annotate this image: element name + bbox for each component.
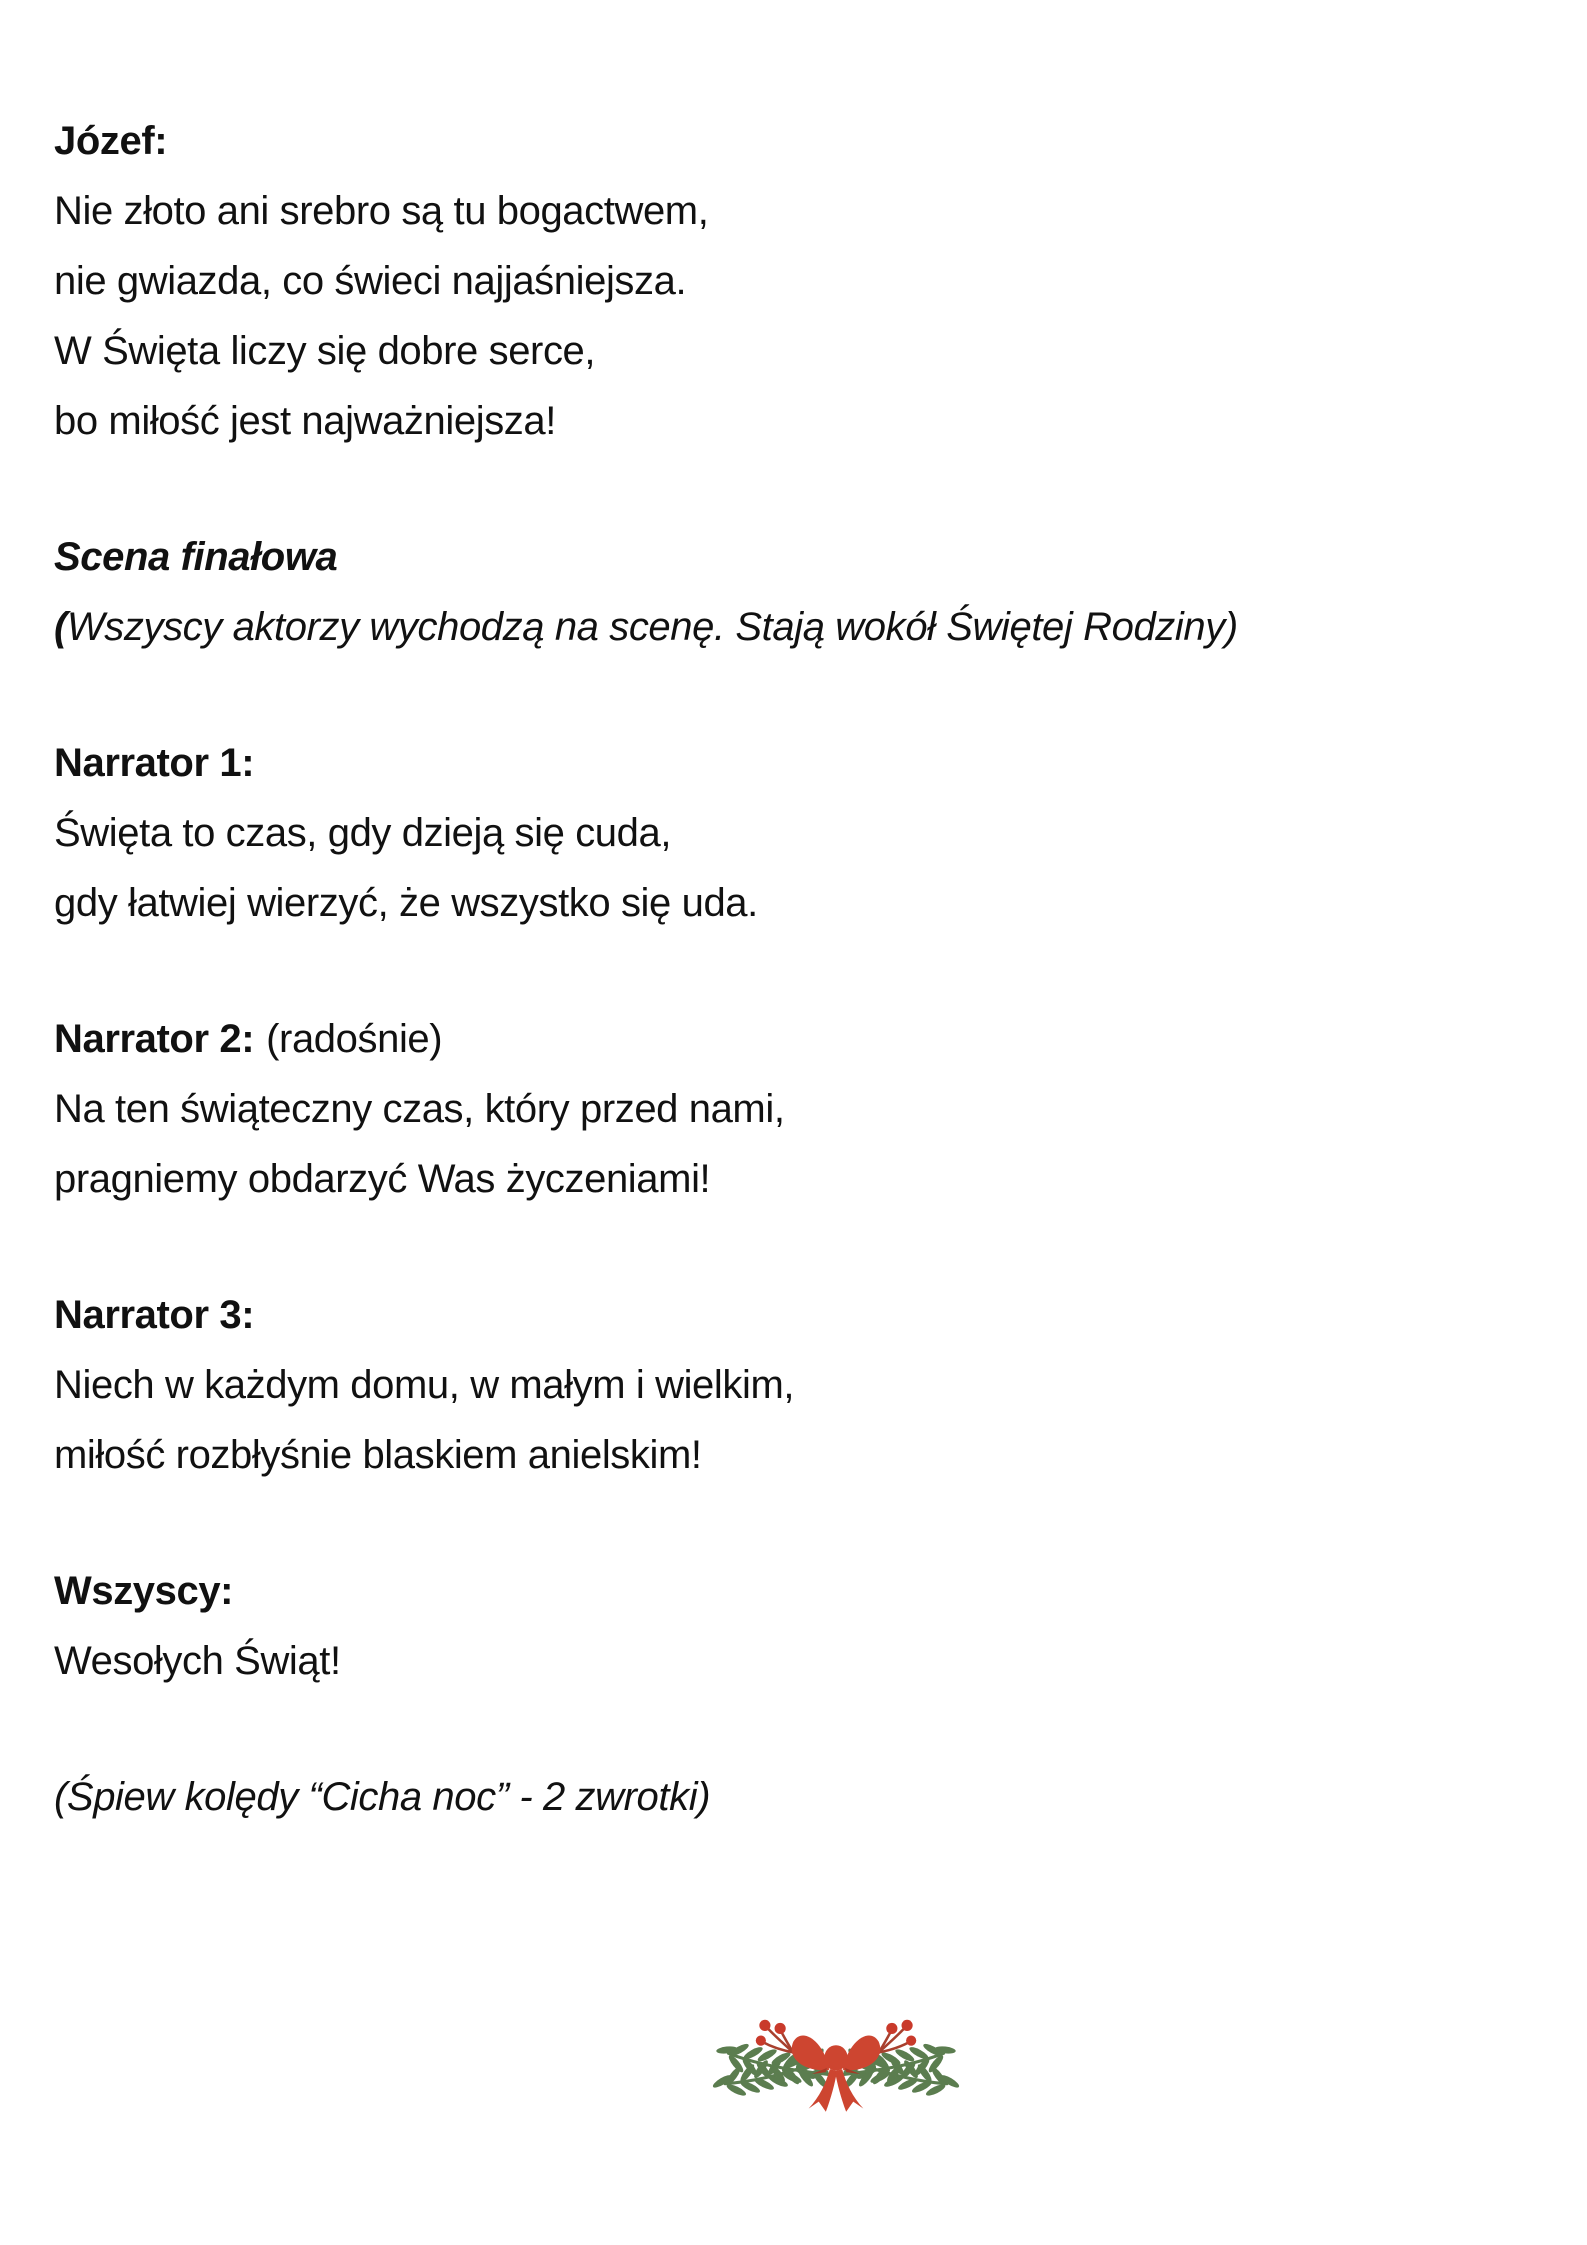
christmas-bow-ornament [706,2012,966,2118]
scene-block [54,522,1547,662]
speech-block-wszyscy [54,1556,1547,1696]
script-line: pragniemy obdarzyć Was życzeniami! [54,1157,711,1201]
bow-knot [824,2045,847,2070]
stage-direction-paren: ( [54,605,67,649]
song-note: (Śpiew kolędy “Cicha noc” - 2 zwrotki) [54,1775,711,1819]
stage-direction [54,592,1547,662]
stage-direction-text: Wszyscy aktorzy wychodzą na scenę. Stają wokół Świętej Rodziny) [66,605,1238,649]
speech-block-jozef [54,106,1547,456]
speaker-label: Wszyscy: [54,1569,234,1613]
script-line: Wesołych Świąt! [54,1639,341,1683]
script-line: Na ten świąteczny czas, który przed nami, [54,1087,785,1131]
speech-block-narrator-3 [54,1280,1547,1490]
script-content [54,106,1547,1832]
script-line: miłość rozbłyśnie blaskiem anielskim! [54,1433,702,1477]
script-line: bo miłość jest najważniejsza! [54,399,556,443]
speaker-label: Narrator 3: [54,1293,255,1337]
speech-block-narrator-1 [54,728,1547,938]
script-line: Nie złoto ani srebro są tu bogactwem, [54,189,709,233]
script-line: Święta to czas, gdy dzieją się cuda, [54,811,672,855]
speaker-label: Narrator 1: [54,741,255,785]
script-line: nie gwiazda, co świeci najjaśniejsza. [54,259,687,303]
song-note-block [54,1762,1547,1832]
scene-heading: Scena finałowa [54,535,338,579]
script-line: gdy łatwiej wierzyć, że wszystko się uda. [54,881,758,925]
script-line: W Święta liczy się dobre serce, [54,329,596,373]
speaker-line [54,1004,1547,1074]
speaker-mood-note: (radośnie) [266,1017,443,1061]
speech-block-narrator-2 [54,1004,1547,1214]
speaker-label: Józef: [54,119,168,163]
speaker-label: Narrator 2: [54,1017,255,1061]
script-line: Niech w każdym domu, w małym i wielkim, [54,1363,795,1407]
